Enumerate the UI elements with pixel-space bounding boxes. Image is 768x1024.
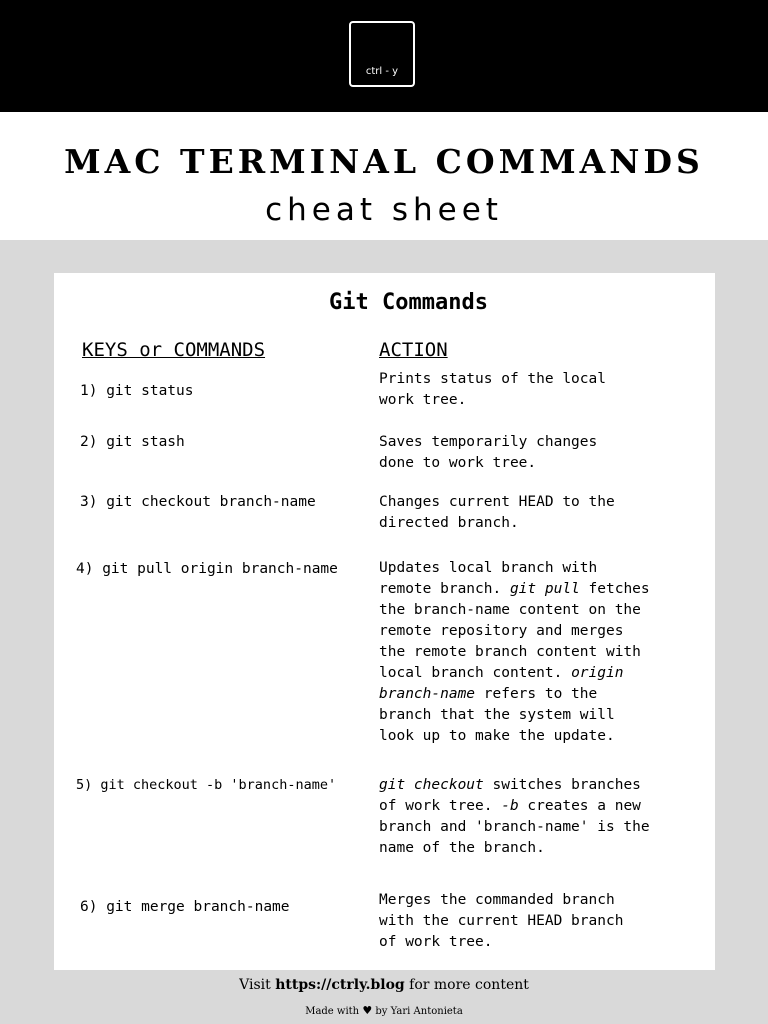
action-line: Updates local branch with [379,560,598,576]
action-2 [379,432,679,474]
action-line [379,663,679,684]
title-section [0,112,768,240]
command-5: 5) git checkout -b 'branch-name' [76,777,337,793]
inline-code: git pull [509,581,580,597]
top-banner [0,0,768,112]
action-line [379,775,679,796]
action-text: remote branch. [379,581,510,597]
action-line [379,579,679,600]
action-line: work tree. [379,392,467,408]
action-line: with the current HEAD branch [379,913,624,929]
action-line: look up to make the update. [379,728,615,744]
page-title: MAC TERMINAL COMMANDS [64,142,704,181]
action-1 [379,369,679,411]
card-title: Git Commands [329,290,488,315]
footer-visit-prefix: Visit [239,977,271,993]
action-line: name of the branch. [379,840,545,856]
command-1: 1) git status [80,383,194,399]
action-text: refers to the [475,686,598,702]
action-line: directed branch. [379,515,519,531]
action-line: branch that the system will [379,707,615,723]
action-line [379,684,679,705]
action-line: Saves temporarily changes [379,434,598,450]
inline-code: -b [501,798,519,814]
action-line: the branch-name content on the [379,602,641,618]
command-3: 3) git checkout branch-name [80,494,316,510]
action-4 [379,558,679,747]
action-text: local branch content. [379,665,572,681]
action-5 [379,775,679,859]
heart-icon: ♥ [362,1004,373,1017]
action-line: Changes current HEAD to the [379,494,615,510]
footer-link[interactable]: https://ctrly.blog [275,977,405,993]
inline-code: branch-name [379,686,476,702]
ctrl-y-logo [349,21,415,87]
inline-code: origin [571,665,624,681]
action-text: switches branches [483,777,641,793]
footer-visit-suffix: for more content [409,977,529,993]
action-line: branch and 'branch-name' is the [379,819,650,835]
page-subtitle: cheat sheet [265,192,503,228]
command-4: 4) git pull origin branch-name [76,561,338,577]
footer-credit [0,1004,768,1017]
action-line: of work tree. [379,934,493,950]
action-6 [379,890,679,953]
action-text: fetches [579,581,650,597]
made-with-text: Made with [305,1006,360,1017]
author-text: by Yari Antonieta [375,1006,463,1017]
footer-visit [0,977,768,993]
action-line: Merges the commanded branch [379,892,615,908]
command-2: 2) git stash [80,434,185,450]
inline-code: git checkout [379,777,484,793]
action-3 [379,492,679,534]
action-line: done to work tree. [379,455,537,471]
action-column-header: ACTION [379,339,448,361]
action-text: creates a new [518,798,641,814]
action-text: of work tree. [379,798,502,814]
logo-text: ctrl - y [365,66,399,77]
commands-card [54,273,715,970]
action-line: remote repository and merges [379,623,624,639]
command-6: 6) git merge branch-name [80,899,290,915]
action-line: the remote branch content with [379,644,641,660]
action-line [379,796,679,817]
action-line: Prints status of the local [379,371,606,387]
keys-column-header: KEYS or COMMANDS [82,339,266,361]
